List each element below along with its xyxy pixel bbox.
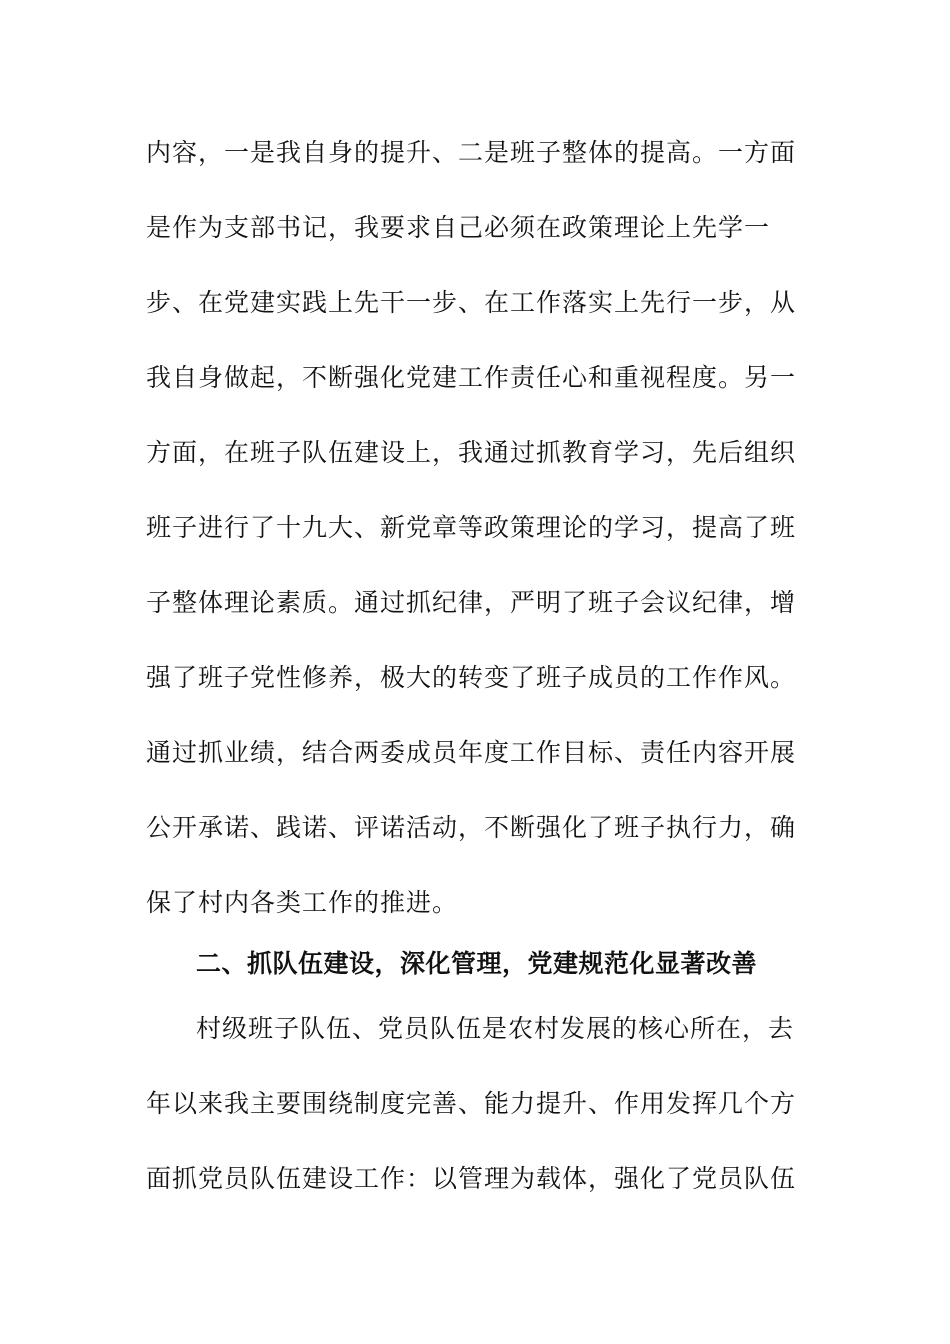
text-line: 年以来我主要围绕制度完善、能力提升、作用发挥几个方 bbox=[146, 1089, 797, 1118]
text-line: 班子进行了十九大、新党章等政策理论的学习，提高了班 bbox=[146, 513, 797, 542]
text-line: 面抓党员队伍建设工作：以管理为载体，强化了党员队伍 bbox=[146, 1164, 797, 1193]
text-line: 村级班子队伍、党员队伍是农村发展的核心所在，去 bbox=[196, 1014, 795, 1043]
text-line: 通过抓业绩，结合两委成员年度工作目标、责任内容开展 bbox=[146, 738, 797, 767]
text-line: 我自身做起，不断强化党建工作责任心和重视程度。另一 bbox=[146, 363, 797, 392]
text-line: 步、在党建实践上先干一步、在工作落实上先行一步，从 bbox=[146, 288, 797, 317]
text-line: 是作为支部书记，我要求自己必须在政策理论上先学一 bbox=[146, 213, 771, 242]
text-line: 子整体理论素质。通过抓纪律，严明了班子会议纪律，增 bbox=[146, 588, 797, 617]
text-line: 内容，一是我自身的提升、二是班子整体的提高。一方面 bbox=[146, 138, 797, 167]
text-line: 方面，在班子队伍建设上，我通过抓教育学习，先后组织 bbox=[146, 438, 797, 467]
text-line: 保了村内各类工作的推进。 bbox=[146, 888, 459, 917]
section-heading: 二、抓队伍建设，深化管理，党建规范化显著改善 bbox=[196, 949, 758, 978]
text-line: 公开承诺、践诺、评诺活动，不断强化了班子执行力，确 bbox=[146, 813, 797, 842]
text-line: 强了班子党性修养，极大的转变了班子成员的工作作风。 bbox=[146, 663, 797, 692]
